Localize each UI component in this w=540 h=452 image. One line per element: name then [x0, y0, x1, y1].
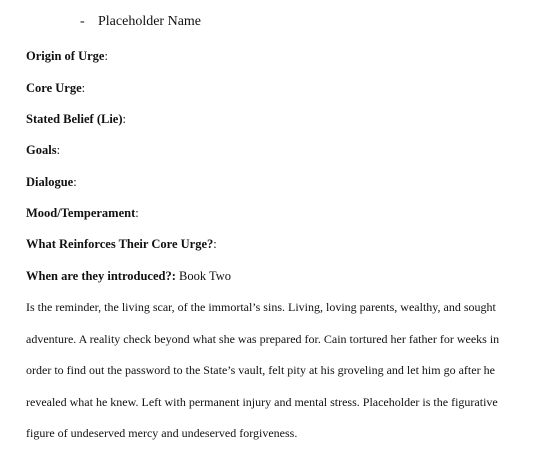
field-label: Origin of Urge: [26, 49, 105, 63]
field-core-urge: [26, 80, 85, 96]
body-paragraph-line: figure of undeserved mercy and undeserved forgiveness.: [26, 426, 298, 440]
field-mood-temperament: [26, 205, 139, 221]
field-label: Dialogue: [26, 175, 74, 189]
bullet-marker: -: [80, 14, 85, 29]
body-paragraph-line: adventure. A reality check beyond what she was prepared for. Cain tortured her father for weeks in: [26, 332, 500, 346]
field-goals: [26, 142, 60, 158]
bullet-text: Placeholder Name: [98, 14, 202, 29]
field-separator: :: [81, 81, 86, 95]
field-what-reinforces: [26, 236, 217, 252]
field-separator: :: [104, 49, 108, 63]
field-when-introduced: [26, 268, 231, 284]
field-label: What Reinforces Their Core Urge?: [26, 237, 214, 251]
field-separator: :: [213, 237, 217, 251]
body-paragraph-line: order to find out the password to the State’s vault, felt pity at his groveling and let him go after he: [26, 363, 495, 377]
bullet-item: [80, 13, 201, 31]
field-separator: :: [56, 143, 61, 157]
field-separator: :: [135, 206, 139, 220]
field-label: When are they introduced?:: [26, 269, 176, 283]
field-origin-of-urge: [26, 48, 108, 64]
body-paragraph-line: revealed what he knew. Left with permanent injury and mental stress. Placeholder is the figurative: [26, 395, 498, 409]
field-dialogue: [26, 174, 77, 190]
field-label: Stated Belief (Lie): [26, 112, 123, 126]
body-paragraph-line: Is the reminder, the living scar, of the immortal’s sins. Living, loving parents, wealthy, and sought: [26, 300, 496, 314]
field-label: Core Urge: [26, 81, 82, 95]
field-separator: :: [73, 175, 77, 189]
field-separator: :: [122, 112, 126, 126]
field-value: Book Two: [175, 269, 232, 283]
field-label: Mood/Temperament: [26, 206, 136, 220]
field-label: Goals: [26, 143, 57, 157]
field-stated-belief: [26, 111, 126, 127]
